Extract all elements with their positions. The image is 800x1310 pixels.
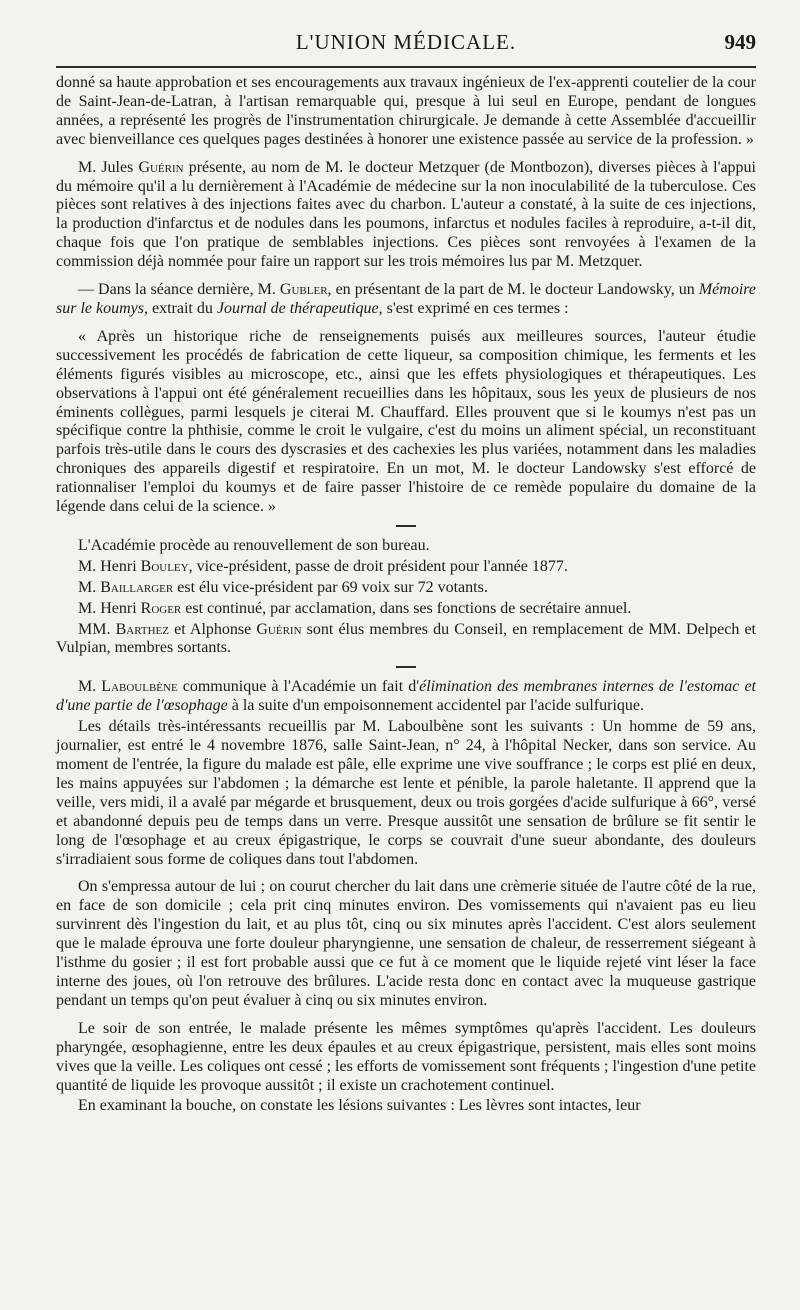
author-name: Guérin (138, 158, 184, 176)
text-run: M. Jules (78, 158, 139, 176)
text-run: M. Henri (78, 599, 141, 617)
text-run: présente, au nom de M. le docteur Metzquer (de Montbozon), diverses pièces à l'appui du mémoire qu'il a lu dernièrement à l'Académie de médecine sur la non inoculabilité de la tuberculose. Ces pièces sont relatives à des injections faites avec du charbon. L'auteur a constaté, à la suite de ces injections, la production d'infarctus et de nodules dans les poumons, infarctus et nodules faciles à reproduire, a-t-il dit, chaque fois que l'on pratique de semblables injections. Ces pièces sont renvoyées à l'examen de la commission déjà nommée pour faire un rapport sur les trois mémoires lus par M. Metzquer. (56, 158, 756, 271)
text-run: M. Henri (78, 557, 141, 575)
member-name: Baillarger (100, 578, 174, 596)
paragraph-evening: Le soir de son entrée, le malade présente les mêmes symptômes qu'après l'accident. Les douleurs pharyngée, œsophagienne, entre les deux épaules et au creux épigastrique, persistent, mais elles sont moins vives que la veille. Les coliques ont cessé ; les efforts de vomissement sont fréquents ; l'ingestion d'une petite quantité de liquide les provoque aussitôt ; il existe un crachotement continuel. (56, 1019, 756, 1094)
text-run: est élu vice-président par 69 voix sur 72 votants. (173, 578, 488, 596)
member-name: Guérin (256, 620, 302, 638)
paragraph-gubler-koumys (56, 281, 756, 319)
text-run: — Dans la séance dernière, M. (78, 281, 280, 299)
text-run: , extrait du (143, 299, 217, 317)
text-run: M. (78, 578, 101, 596)
paragraph-bouley (56, 558, 756, 577)
author-name: Laboulbène (101, 678, 178, 696)
text-run: est continué, par acclamation, dans ses fonctions de secrétaire annuel. (181, 599, 632, 617)
paragraph-koumys-quote: « Après un historique riche de renseignements puisés aux meilleures sources, l'auteur étudie successivement les procédés de fabrication de cette liqueur, sa composition chimique, les ferments et les éléments figurés visibles au microscope, etc., ainsi que les effets physiologiques et thérapeutiques. Les observations à l'appui ont été généralement recueillies dans les hôpitaux, sous les yeux de plusieurs de nos éminents collègues, parmi lesquels je citerai M. Chauffard. Elles prouvent que si le koumys n'est pas un spécifique contre la phthisie, comme le croit le vulgaire, c'est du moins un aliment spécial, un reconstituant parfois très-utile dans le cours des dyscrasies et des cachexies les plus variées, notamment dans les maladies chroniques des appareils digestif et respiratoire. En un mot, M. le docteur Landowsky s'est efforcé de rationnaliser l'emploi du koumys et de faire passer l'histoire de ce remède populaire du domaine de la légende dans celui de la science. » (56, 327, 756, 516)
author-name: Gubler (279, 281, 328, 299)
member-name: Roger (140, 599, 182, 617)
paragraph-mouth-exam: En examinant la bouche, on constate les lésions suivantes : Les lèvres sont intactes, leur (78, 1097, 641, 1115)
member-name: Barthez (115, 620, 169, 638)
running-header (56, 28, 756, 68)
text-run: , vice-président, passe de droit président pour l'année 1877. (188, 557, 568, 575)
paragraph-bureau: L'Académie procède au renouvellement de son bureau. (78, 536, 430, 554)
text-run: et Alphonse (168, 620, 257, 638)
text-run: M. (78, 678, 102, 696)
paragraph-conseil (56, 621, 756, 659)
work-title: Mémoire sur le koumys (56, 281, 757, 317)
page-body (56, 68, 756, 1116)
paragraph-case-details: Les détails très-intéressants recueillis par M. Laboulbène sont les suivants : Un homme de 59 ans, journalier, est entré le 4 novembre 1876, salle Saint-Jean, n° 24, à l'hôpital Necker, dans son service. Au moment de l'entrée, la figure du malade est pâle, elle exprime une vive souffrance ; le corps est plié en deux, les mains appuyées sur l'abdomen ; la démarche est lente et pénible, la parole haletante. Il apprend que la veille, vers midi, il a avalé par mégarde et brusquement, deux ou trois gorgées d'acide sulfurique à 66°, versé et abandonné depuis peu de temps dans un verre. Presque aussitôt une sensation de brûlure se fit sentir le long de l'œsophage et au creux épigastrique, le corps se couvrait d'une sueur abondante, des douleurs s'irradiaient sous forme de coliques dans tout l'abdomen. (56, 718, 756, 868)
text-run: MM. (78, 620, 116, 638)
section-separator (396, 666, 416, 668)
paragraph-guerin-metzquer (56, 159, 756, 272)
paragraph-milk: On s'empressa autour de lui ; on courut chercher du lait dans une crèmerie située de l'autre côté de la rue, en face de son domicile ; cela prit cinq minutes environ. Des vomissements qui n'avaient pas eu lieu survinrent dès l'ingestion du lait, et au plus tôt, cinq ou six minutes après l'accident. C'est alors seulement que le malade éprouva une forte douleur pharyngienne, une sensation de chaleur, de resserrement siégeant à l'isthme du gosier ; il est fort probable aussi que ce fut à ce moment que le liquide rejeté vint léser la face interne des joues, où l'on retrouve des brûlures. L'acide resta donc en contact avec la muqueuse gastrique pendant un temps qu'on peut évaluer à cinq ou six minutes environ. (56, 878, 756, 1009)
paragraph-laboulbene (56, 678, 756, 716)
case-title: élimination des membranes internes de l'estomac et d'une partie de l'œsophage (56, 678, 756, 715)
journal-name: Journal de thérapeutique (216, 299, 379, 317)
section-separator (396, 525, 416, 527)
paragraph-roger (56, 600, 756, 619)
text-run: sont élus membres du Conseil, en remplacement de MM. Delpech et Vulpian, membres sortants. (56, 620, 757, 657)
journal-title: L'UNION MÉDICALE. (295, 30, 517, 54)
paragraph-baillarger (56, 579, 756, 598)
member-name: Bouley (140, 557, 189, 575)
page-number: 949 (724, 30, 756, 54)
text-run: communique à l'Académie un fait d' (177, 678, 420, 696)
paragraph-continuation: donné sa haute approbation et ses encouragements aux travaux ingénieux de l'ex-apprenti coutelier de la cour de Saint-Jean-de-Latran, à l'artisan remarquable qui, presque à lui seul en Europe, pendant de longues années, a représenté les progrès de l'instrumentation chirurgicale. Je demande à cette Assemblée d'accueillir avec bienveillance ces quelques pages destinées à honorer une existence passée au service de la profession. » (56, 74, 756, 148)
text-run: , en présentant de la part de M. le docteur Landowsky, un (327, 281, 699, 299)
text-run: à la suite d'un empoisonnement accidentel par l'acide sulfurique. (227, 697, 645, 715)
text-run: , s'est exprimé en ces termes : (378, 299, 569, 317)
